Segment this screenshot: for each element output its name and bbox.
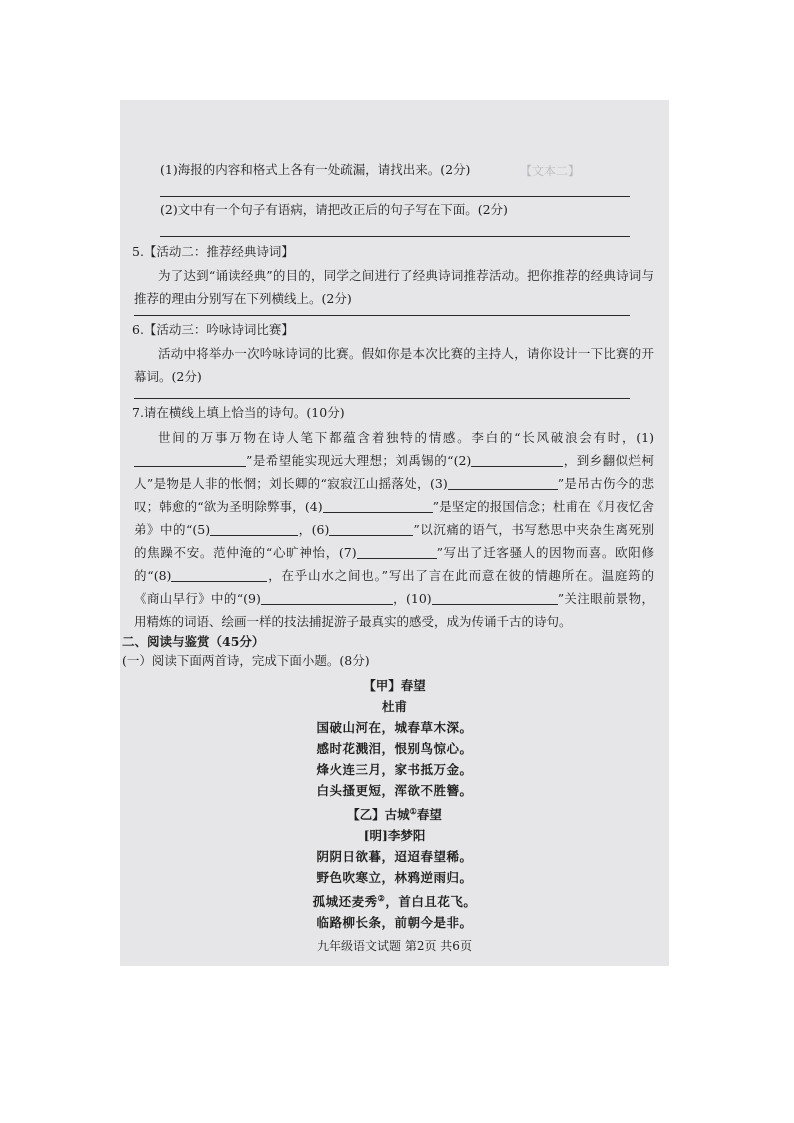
exam-page xyxy=(120,100,669,966)
answer-line xyxy=(134,398,630,399)
fill-blank-3[interactable] xyxy=(448,475,558,490)
poem-a-line: 白头搔更短，浑欲不胜簪。 xyxy=(316,783,473,798)
answer-line xyxy=(160,196,630,197)
fill-blank-9[interactable] xyxy=(261,590,393,605)
q4-item1: (1)海报的内容和格式上各有一处疏漏，请找出来。(2分) xyxy=(160,162,471,177)
answer-line xyxy=(134,315,630,316)
poem-b-line: 阴阴日欲暮，迢迢春望稀。 xyxy=(316,849,473,865)
poem-b xyxy=(120,801,669,933)
fill-blank-6[interactable] xyxy=(329,521,413,536)
section2-heading: 二、阅读与鉴赏（45分） xyxy=(122,634,265,649)
poem-a-line: 国破山河在，城春草木深。 xyxy=(316,720,473,735)
poem-b-line: 孤城还麦秀②，首白且花飞。 xyxy=(312,893,477,910)
poem-b-line: 野色吹寒立，林鸦逆雨归。 xyxy=(316,870,473,886)
q7-heading: 7.请在横线上填上恰当的诗句。(10分) xyxy=(132,405,345,420)
poem-a-title: 【甲】春望 xyxy=(363,678,426,693)
poem-a-author: 杜甫 xyxy=(381,699,407,714)
q7-passage: 世间的万事万物在诗人笔下都蕴含着独特的情感。李白的“长风破浪会有时，(1)”是希望能实现远大理想；刘禹锡的“(2) ，到乡翻似烂柯人”是物是人非的怅惘；刘长卿的“寂寂江山摇落处，(3) ”是吊古伤今的悲叹；韩愈的“欲为圣明除弊事，(4) ”是坚定的报国信念；杜甫在《月夜忆舍弟》中的“(5) ，(6) ”以沉痛的语气，书写愁思中夹杂生离死别的焦躁不安。范仲淹的“心旷神怡，(7) ”写出了迁客骚人的因物而喜。欧阳修的“(8) ，在乎山水之间也。”写出了言在此而意在彼的情趣所在。温庭筠的《商山早行》中的“(9) ，(10) ”关注眼前景物，用精炼的词语、绘画一样的技法捕捉游子最真实的感受，成为传诵千古的诗句。 xyxy=(134,430,654,629)
poem-a xyxy=(120,675,669,801)
section2-subheading: (一）阅读下面两首诗，完成下面小题。(8分) xyxy=(122,653,370,668)
poem-b-line: 临路柳长条，前朝今是非。 xyxy=(316,915,473,931)
fill-blank-10[interactable] xyxy=(432,590,558,605)
fill-blank-1[interactable] xyxy=(134,452,246,467)
bleed-through-text: 【文本二】 xyxy=(520,164,581,178)
poem-b-author: [明]李梦阳 xyxy=(363,828,426,844)
poem-a-line: 烽火连三月，家书抵万金。 xyxy=(316,762,473,777)
fill-blank-5[interactable] xyxy=(210,521,298,536)
q6-text: 活动中将举办一次吟咏诗词的比赛。假如你是本次比赛的主持人，请你设计一下比赛的开幕词。(2分) xyxy=(134,346,654,384)
page-footer: 九年级语文试题 第2页 共6页 xyxy=(317,939,472,953)
poem-b-title: 【乙】古城①春望 xyxy=(347,806,442,823)
q4-item2: (2)文中有一个句子有语病，请把改正后的句子写在下面。(2分) xyxy=(160,202,508,217)
poem-a-line: 感时花溅泪，恨别鸟惊心。 xyxy=(316,741,473,756)
fill-blank-2[interactable] xyxy=(471,452,563,467)
fill-blank-4[interactable] xyxy=(323,498,433,513)
answer-line xyxy=(160,236,630,237)
fill-blank-7[interactable] xyxy=(357,544,437,559)
q5-heading: 5.【活动二：推荐经典诗词】 xyxy=(132,244,294,259)
fill-blank-8[interactable] xyxy=(171,567,267,582)
q6-heading: 6.【活动三：吟咏诗词比赛】 xyxy=(132,322,294,337)
q5-text: 为了达到“诵读经典”的目的，同学之间进行了经典诗词推荐活动。把你推荐的经典诗词与推荐的理由分别写在下列横线上。(2分) xyxy=(134,268,654,306)
